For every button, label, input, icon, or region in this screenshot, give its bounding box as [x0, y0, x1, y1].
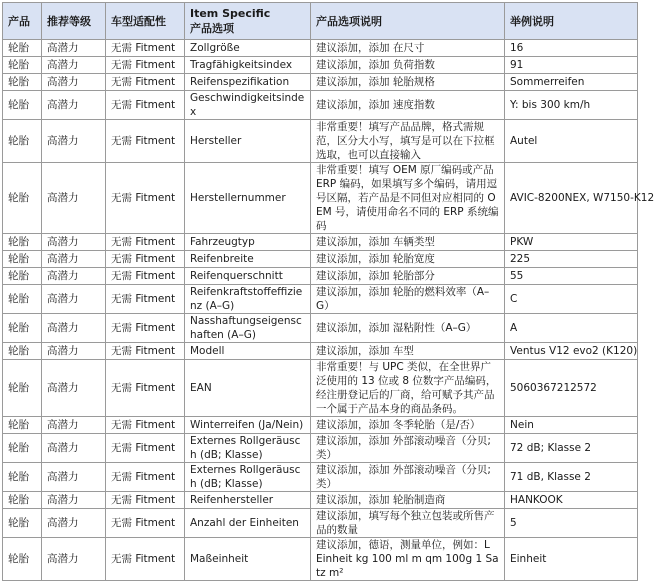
cell-level: 高潜力	[42, 343, 106, 360]
header-item-specific: Item Specific 产品选项	[185, 3, 311, 40]
cell-description: 建议添加，添加 轮胎的燃料效率（A–G）	[311, 285, 505, 314]
cell-description: 非常重要！填写 OEM 原厂编码或产品 ERP 编码，如果填写多个编码，请用逗号区隔，若产品是不同但对应相同的 OEM 号，请使用命名不同的 ERP 系统编码	[311, 163, 505, 234]
table-row	[3, 74, 638, 91]
table-row	[3, 268, 638, 285]
cell-fitment: 无需 Fitment	[106, 163, 185, 234]
cell-product: 轮胎	[3, 463, 42, 492]
cell-product: 轮胎	[3, 40, 42, 57]
cell-product: 轮胎	[3, 509, 42, 538]
header-example: 举例说明	[505, 3, 638, 40]
cell-level: 高潜力	[42, 463, 106, 492]
table-row	[3, 343, 638, 360]
cell-example: 72 dB; Klasse 2	[505, 434, 638, 463]
cell-product: 轮胎	[3, 285, 42, 314]
cell-description: 建议添加，添加 冬季轮胎（是/否）	[311, 417, 505, 434]
cell-fitment: 无需 Fitment	[106, 463, 185, 492]
cell-option: Herstellernummer	[185, 163, 311, 234]
cell-example: Autel	[505, 120, 638, 163]
cell-example: 225	[505, 251, 638, 268]
cell-example: 55	[505, 268, 638, 285]
cell-example: Nein	[505, 417, 638, 434]
table-row	[3, 234, 638, 251]
item-specifics-table	[2, 2, 654, 581]
cell-example: Ventus V12 evo2 (K120)	[505, 343, 638, 360]
cell-product: 轮胎	[3, 120, 42, 163]
cell-option: Reifenhersteller	[185, 492, 311, 509]
cell-description: 建议添加，添加 轮胎制造商	[311, 492, 505, 509]
cell-fitment: 无需 Fitment	[106, 492, 185, 509]
cell-level: 高潜力	[42, 434, 106, 463]
cell-level: 高潜力	[42, 417, 106, 434]
cell-option: EAN	[185, 360, 311, 417]
cell-fitment: 无需 Fitment	[106, 74, 185, 91]
cell-option: Geschwindigkeitsindex	[185, 91, 311, 120]
cell-product: 轮胎	[3, 360, 42, 417]
cell-product: 轮胎	[3, 434, 42, 463]
cell-fitment: 无需 Fitment	[106, 360, 185, 417]
cell-description: 建议添加，添加 车型	[311, 343, 505, 360]
cell-option: Hersteller	[185, 120, 311, 163]
cell-option: Fahrzeugtyp	[185, 234, 311, 251]
cell-product: 轮胎	[3, 314, 42, 343]
cell-fitment: 无需 Fitment	[106, 40, 185, 57]
cell-product: 轮胎	[3, 492, 42, 509]
cell-fitment: 无需 Fitment	[106, 285, 185, 314]
cell-level: 高潜力	[42, 40, 106, 57]
cell-option: Tragfähigkeitsindex	[185, 57, 311, 74]
table-row	[3, 120, 638, 163]
cell-option: Reifenquerschnitt	[185, 268, 311, 285]
cell-example: Einheit	[505, 538, 638, 581]
cell-fitment: 无需 Fitment	[106, 234, 185, 251]
cell-description: 建议添加，添加 湿粘附性（A–G）	[311, 314, 505, 343]
cell-example: Sommerreifen	[505, 74, 638, 91]
cell-fitment: 无需 Fitment	[106, 434, 185, 463]
cell-level: 高潜力	[42, 492, 106, 509]
table-row	[3, 163, 638, 234]
cell-option: Zollgröße	[185, 40, 311, 57]
cell-example: HANKOOK	[505, 492, 638, 509]
cell-fitment: 无需 Fitment	[106, 417, 185, 434]
cell-level: 高潜力	[42, 509, 106, 538]
cell-description: 建议添加，添加 外部滚动噪音（分贝;类）	[311, 463, 505, 492]
cell-example: A	[505, 314, 638, 343]
cell-product: 轮胎	[3, 91, 42, 120]
cell-level: 高潜力	[42, 251, 106, 268]
cell-level: 高潜力	[42, 314, 106, 343]
cell-description: 非常重要！与 UPC 类似，在全世界广泛使用的 13 位或 8 位数字产品编码，经注册登记后的厂商，给可赋予其产品一个属于产品本身的商品条码。	[311, 360, 505, 417]
cell-description: 建议添加，添加 在尺寸	[311, 40, 505, 57]
cell-option: Maßeinheit	[185, 538, 311, 581]
cell-product: 轮胎	[3, 538, 42, 581]
cell-description: 建议添加，填写每个独立包装或所售产品的数量	[311, 509, 505, 538]
cell-product: 轮胎	[3, 74, 42, 91]
table-row	[3, 91, 638, 120]
table-row	[3, 360, 638, 417]
cell-example: 16	[505, 40, 638, 57]
cell-example: C	[505, 285, 638, 314]
cell-fitment: 无需 Fitment	[106, 314, 185, 343]
cell-description: 建议添加，德语，测量单位，例如：L Einheit kg 100 ml m qm 100g 1 Satz m²	[311, 538, 505, 581]
cell-level: 高潜力	[42, 268, 106, 285]
cell-level: 高潜力	[42, 234, 106, 251]
cell-product: 轮胎	[3, 251, 42, 268]
cell-option: Nasshaftungseigenschaften (A–G)	[185, 314, 311, 343]
cell-description: 建议添加，添加 轮胎规格	[311, 74, 505, 91]
cell-option: Reifenspezifikation	[185, 74, 311, 91]
cell-level: 高潜力	[42, 285, 106, 314]
table-body	[3, 40, 654, 581]
cell-example: PKW	[505, 234, 638, 251]
cell-option: Reifenbreite	[185, 251, 311, 268]
cell-description: 建议添加，添加 车辆类型	[311, 234, 505, 251]
cell-example: 71 dB, Klasse 2	[505, 463, 638, 492]
cell-fitment: 无需 Fitment	[106, 120, 185, 163]
cell-level: 高潜力	[42, 74, 106, 91]
table-row	[3, 285, 638, 314]
cell-product: 轮胎	[3, 268, 42, 285]
cell-fitment: 无需 Fitment	[106, 343, 185, 360]
table-row	[3, 251, 638, 268]
cell-level: 高潜力	[42, 163, 106, 234]
cell-product: 轮胎	[3, 57, 42, 74]
header-row	[3, 3, 638, 40]
cell-product: 轮胎	[3, 417, 42, 434]
cell-option: Reifenkraftstoffeffizienz (A–G)	[185, 285, 311, 314]
table-row	[3, 40, 638, 57]
cell-level: 高潜力	[42, 538, 106, 581]
table-row	[3, 538, 638, 581]
cell-option: Externes Rollgeräusch (dB; Klasse)	[185, 463, 311, 492]
header-description: 产品选项说明	[311, 3, 505, 40]
table-row	[3, 509, 638, 538]
cell-description: 建议添加，添加 轮胎宽度	[311, 251, 505, 268]
cell-example: 91	[505, 57, 638, 74]
table-row	[3, 417, 638, 434]
cell-product: 轮胎	[3, 163, 42, 234]
cell-option: Modell	[185, 343, 311, 360]
cell-level: 高潜力	[42, 360, 106, 417]
cell-product: 轮胎	[3, 343, 42, 360]
cell-example: Y: bis 300 km/h	[505, 91, 638, 120]
cell-description: 建议添加，添加 速度指数	[311, 91, 505, 120]
header-level: 推荐等级	[42, 3, 106, 40]
cell-fitment: 无需 Fitment	[106, 251, 185, 268]
cell-option: Anzahl der Einheiten	[185, 509, 311, 538]
cell-level: 高潜力	[42, 120, 106, 163]
cell-fitment: 无需 Fitment	[106, 57, 185, 74]
cell-option: Winterreifen (Ja/Nein)	[185, 417, 311, 434]
cell-product: 轮胎	[3, 234, 42, 251]
cell-description: 建议添加，添加 负荷指数	[311, 57, 505, 74]
cell-fitment: 无需 Fitment	[106, 538, 185, 581]
cell-fitment: 无需 Fitment	[106, 509, 185, 538]
table-row	[3, 57, 638, 74]
cell-option: Externes Rollgeräusch (dB; Klasse)	[185, 434, 311, 463]
table-row	[3, 314, 638, 343]
table-row	[3, 434, 638, 463]
table-row	[3, 492, 638, 509]
cell-fitment: 无需 Fitment	[106, 91, 185, 120]
cell-level: 高潜力	[42, 91, 106, 120]
cell-example: 5	[505, 509, 638, 538]
cell-example: 5060367212572	[505, 360, 638, 417]
cell-description: 非常重要！填写产品品牌，格式需规范，区分大小写，填写是可以在下拉框选取，也可以直接输入	[311, 120, 505, 163]
cell-description: 建议添加，添加 外部滚动噪音（分贝;类）	[311, 434, 505, 463]
cell-fitment: 无需 Fitment	[106, 268, 185, 285]
header-product: 产品	[3, 3, 42, 40]
header-fitment: 车型适配性	[106, 3, 185, 40]
table-header	[3, 3, 638, 40]
cell-description: 建议添加，添加 轮胎部分	[311, 268, 505, 285]
cell-example: AVIC-8200NEX, W7150-K12	[505, 163, 638, 234]
cell-level: 高潜力	[42, 57, 106, 74]
table-row	[3, 463, 638, 492]
